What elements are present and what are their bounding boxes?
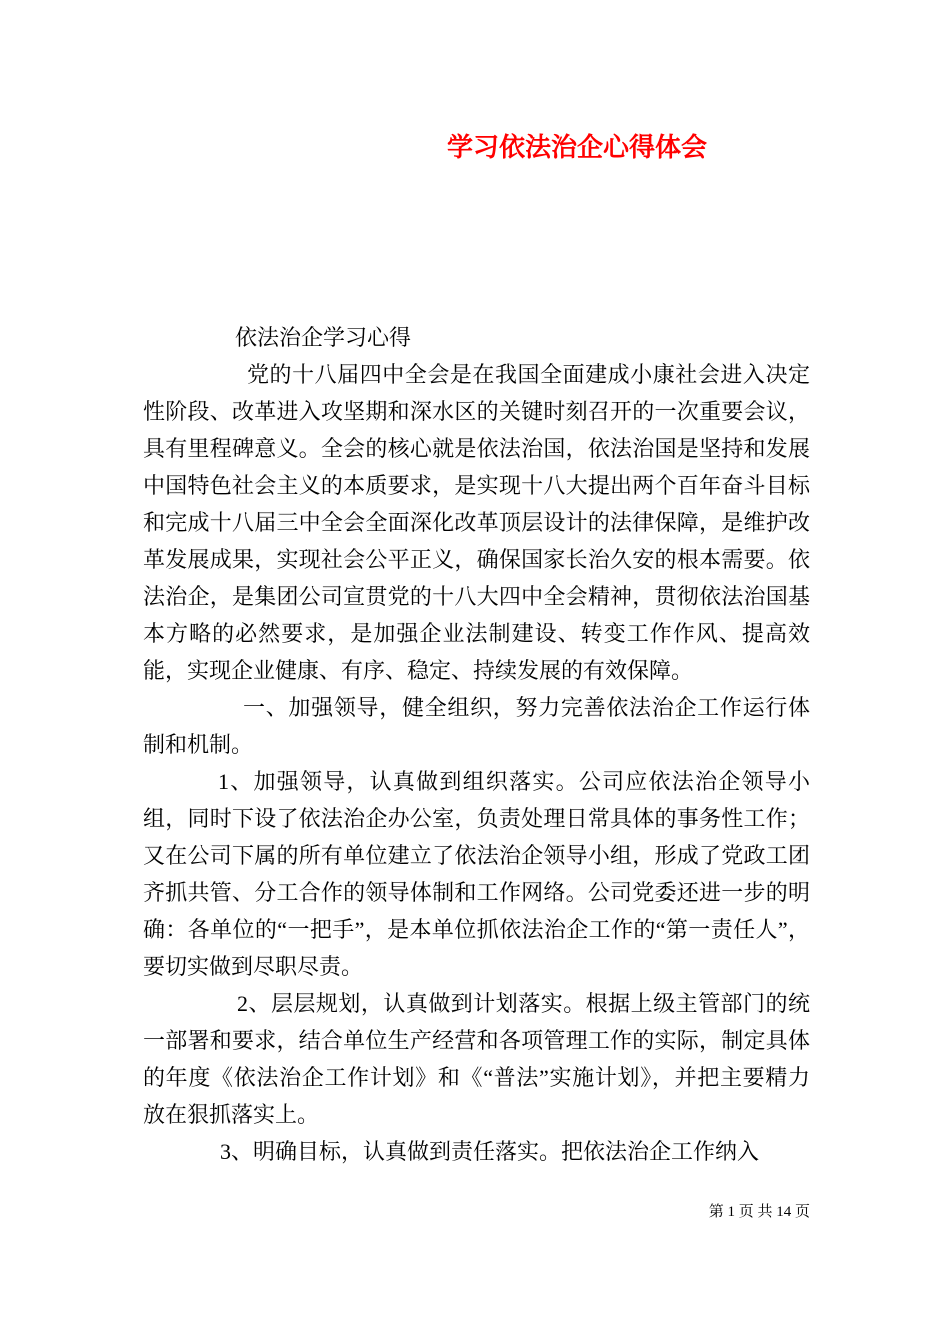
page-footer: 第 1 页 共 14 页 — [708, 1204, 810, 1220]
document-title: 学习依法治企心得体会 — [447, 133, 708, 162]
paragraph: 1、加强领导，认真做到组织落实。公司应依法治企领导小组，同时下设了依法治企办公室，负责处理日常具体的事务性工作；又在公司下属的所有单位建立了依法治企领导小组，形成了党政工团齐抓共管、分工合作的领导体制和工作网络。公司党委还进一步的明确：各单位的“一把手”，是本单位抓依法治企工作的“第一责任人”，要切实做到尽职尽责。 — [143, 769, 810, 979]
paragraph: 2、层层规划，认真做到计划落实。根据上级主管部门的统一部署和要求，结合单位生产经营和各项管理工作的实际，制定具体的年度《依法治企工作计划》和《“普法”实施计划》，并把主要精力放在狠抓落实上。 — [143, 991, 810, 1127]
document-body — [143, 319, 810, 1170]
paragraph: 一、加强领导，健全组织，努力完善依法治企工作运行体制和机制。 — [143, 695, 810, 757]
paragraph: 依法治企学习心得 — [235, 325, 412, 350]
paragraph: 党的十八届四中全会是在我国全面建成小康社会进入决定性阶段、改革进入攻坚期和深水区的关键时刻召开的一次重要会议，具有里程碑意义。全会的核心就是依法治国，依法治国是坚持和发展中国特色社会主义的本质要求，是实现十八大提出两个百年奋斗目标和完成十八届三中全会全面深化改革顶层设计的法律保障，是维护改革发展成果，实现社会公平正义，确保国家长治久安的根本需要。依法治企，是集团公司宣贯党的十八大四中全会精神，贯彻依法治国基本方略的必然要求，是加强企业法制建设、转变工作作风、提高效能，实现企业健康、有序、稳定、持续发展的有效保障。 — [143, 362, 810, 683]
paragraph: 3、明确目标，认真做到责任落实。把依法治企工作纳入 — [220, 1139, 760, 1164]
